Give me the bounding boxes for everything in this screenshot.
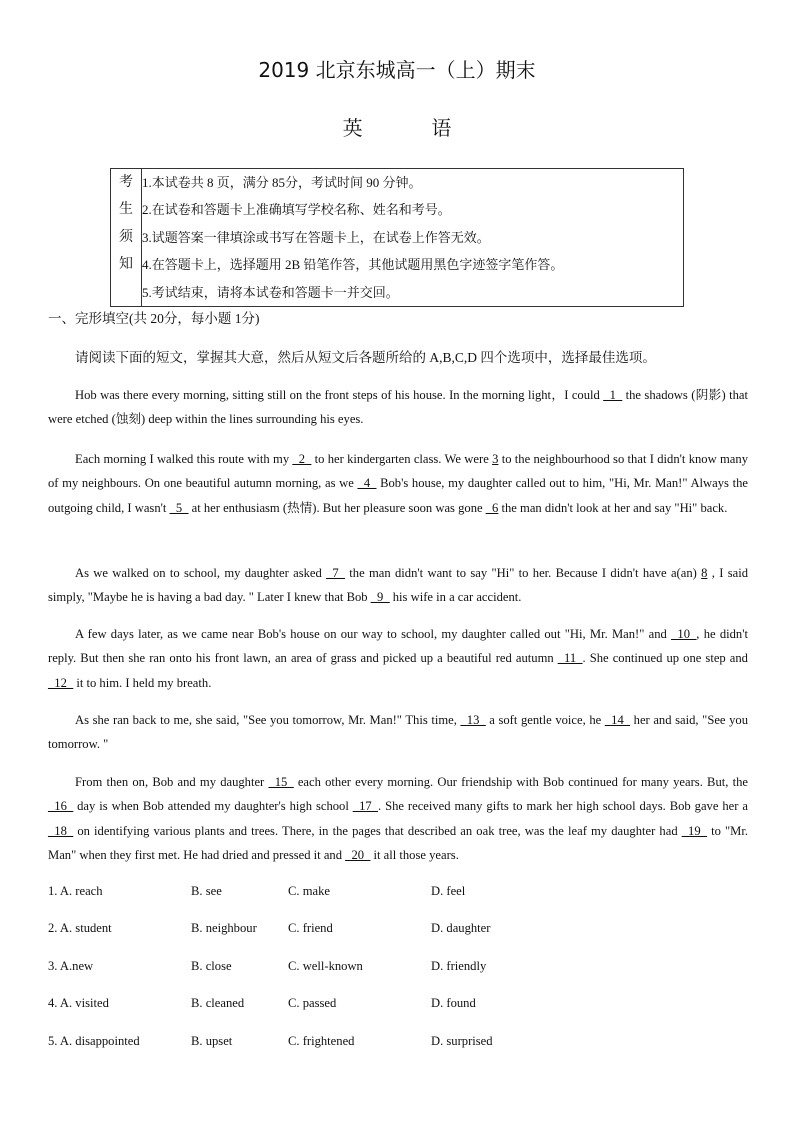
subject-title — [0, 112, 794, 141]
blank: _5_ — [169, 500, 189, 515]
note-item: 4.在答题卡上，选择题用 2B 铅笔作答，其他试题用黑色字迹签字笔作答。 — [142, 257, 564, 273]
passage-paragraph-3 — [48, 561, 748, 610]
option-d[interactable]: D. found — [431, 996, 476, 1010]
note-item: 2.在试卷和答题卡上准确填写学校名称、姓名和考号。 — [142, 202, 451, 218]
passage-text: As we walked on to school, my daughter asked — [75, 566, 327, 580]
notes-label-char: 生 — [119, 202, 133, 218]
blank: _9_ — [370, 590, 390, 605]
option-c[interactable]: C. make — [288, 884, 330, 898]
passage-text: it all those years. — [370, 848, 459, 863]
passage-text: each other every morning. Our friendship with Bob continued for many years. But, the — [293, 775, 748, 789]
passage-text: Bob's house, my daughter called out to him, "Hi, Mr. Man!" Always the outgoing child, I wasn't — [48, 476, 748, 515]
blank: _19_ — [681, 823, 707, 838]
option-a[interactable]: 4. A. visited — [48, 996, 109, 1010]
passage-text: A few days later, as we came near Bob's house on our way to school, my daughter called out "Hi, Mr. Man!" and — [75, 627, 672, 641]
option-c[interactable]: C. friend — [288, 921, 333, 935]
passage-paragraph-4 — [48, 622, 748, 695]
passage-paragraph-5 — [48, 708, 748, 757]
passage-text: day is when Bob attended my daughter's high school — [73, 799, 353, 814]
passage-text: the man didn't want to say "Hi" to her. Because I didn't have a(an) — [345, 566, 702, 580]
option-a[interactable]: 1. A. reach — [48, 884, 103, 898]
subject-char-1: 英 — [342, 116, 363, 140]
blank: _15_ — [268, 775, 294, 789]
note-item: 3.试题答案一律填涂或书写在答题卡上，在试卷上作答无效。 — [142, 229, 490, 245]
passage-text: , I said simply, "Maybe he is having a bad day. " Later I knew that Bob — [48, 566, 748, 605]
option-b[interactable]: B. close — [191, 959, 232, 973]
note-item: 5.考试结束，请将本试卷和答题卡一并交回。 — [142, 284, 399, 300]
blank: _6 — [485, 500, 499, 515]
notes-label-char: 考 — [119, 175, 133, 190]
option-c[interactable]: C. passed — [288, 996, 337, 1010]
notes-label-char: 须 — [119, 229, 133, 245]
passage-text: Hob was there every morning, sitting still on the front steps of his house. In the morning light，I could — [75, 388, 604, 402]
passage-paragraph-6 — [48, 770, 748, 868]
passage-text: the man didn't look at her and say "Hi" back. — [498, 500, 728, 515]
option-d[interactable]: D. surprised — [431, 1034, 493, 1048]
passage-text: it to him. I held my breath. — [73, 675, 212, 690]
passage-text: the shadows (阴影) that were etched (蚀刻) deep within the lines surrounding his eyes. — [48, 388, 748, 427]
passage-text: to the neighbourhood so that I didn't know many of my neighbours. On one beautiful autumn morning, as we — [48, 452, 748, 491]
option-d[interactable]: D. friendly — [431, 959, 487, 973]
passage-text: to "Mr. Man" when they first met. He had dried and pressed it and — [48, 823, 748, 863]
passage-text: his wife in a car accident. — [389, 590, 522, 605]
option-a[interactable]: 5. A. disappointed — [48, 1034, 140, 1048]
option-c[interactable]: C. frightened — [288, 1034, 355, 1048]
passage-text: . She continued up one step and — [582, 651, 748, 666]
blank: _18_ — [48, 823, 74, 838]
option-d[interactable]: D. daughter — [431, 921, 491, 935]
blank: _10_ — [671, 627, 697, 641]
blank: _14_ — [604, 713, 631, 727]
option-b[interactable]: B. see — [191, 884, 222, 898]
section-heading: 一、完形填空(共 20分，每小题 1分) — [48, 311, 260, 326]
blank: _4_ — [357, 476, 377, 491]
passage-text: From then on, Bob and my daughter — [75, 775, 269, 789]
passage-text: , he didn't reply. But then she ran onto his front lawn, an area of grass and picked up a beautiful red autumn — [48, 627, 748, 666]
passage-text: on identifying various plants and trees. There, in the pages that described an oak tree, was the leaf my daughter had — [73, 823, 682, 838]
notes-label — [111, 169, 142, 307]
blank: _2_ — [292, 452, 312, 466]
passage-paragraph-2 — [48, 447, 748, 520]
option-a[interactable]: 3. A.new — [48, 959, 94, 973]
page-title: 2019 北京东城高一（上）期末 — [258, 58, 536, 82]
blank: _7_ — [326, 566, 345, 580]
notes-label-char: 知 — [119, 257, 133, 273]
blank: _12_ — [48, 675, 74, 690]
blank: _17_ — [352, 799, 378, 814]
note-item: 1.本试卷共 8 页，满分 85分，考试时间 90 分钟。 — [142, 175, 422, 190]
passage-text: . She received many gifts to mark her high school days. Bob gave her a — [377, 799, 748, 814]
option-c[interactable]: C. well-known — [288, 959, 363, 973]
section-instruction: 请阅读下面的短文，掌握其大意，然后从短文后各题所给的 A,B,C,D 四个选项中，选择最佳选项。 — [75, 350, 656, 365]
blank: _20_ — [345, 848, 371, 863]
blank: 8 — [701, 566, 708, 580]
option-a[interactable]: 2. A. student — [48, 921, 112, 935]
passage-text: her and said, "See you tomorrow. " — [48, 713, 748, 752]
passage-text: at her enthusiasm (热情). But her pleasure soon was gone — [188, 500, 486, 515]
subject-char-2: 语 — [431, 116, 452, 140]
passage-text: to her kindergarten class. We were — [311, 452, 493, 466]
notes-items — [142, 169, 684, 307]
option-d[interactable]: D. feel — [431, 884, 466, 898]
option-b[interactable]: B. upset — [191, 1034, 233, 1048]
blank: _16_ — [48, 799, 74, 814]
passage-paragraph-1 — [48, 383, 748, 432]
passage-text: As she ran back to me, she said, "See you tomorrow, Mr. Man!" This time, — [75, 713, 461, 727]
blank: _11_ — [557, 651, 583, 666]
option-b[interactable]: B. neighbour — [191, 921, 257, 935]
blank: _13_ — [460, 713, 486, 727]
option-b[interactable]: B. cleaned — [191, 996, 245, 1010]
passage-text: Each morning I walked this route with my — [75, 452, 293, 466]
blank: _1_ — [603, 388, 623, 402]
passage-text: a soft gentle voice, he — [485, 713, 605, 727]
exam-notes-table — [110, 168, 684, 307]
blank: 3 — [492, 452, 499, 466]
